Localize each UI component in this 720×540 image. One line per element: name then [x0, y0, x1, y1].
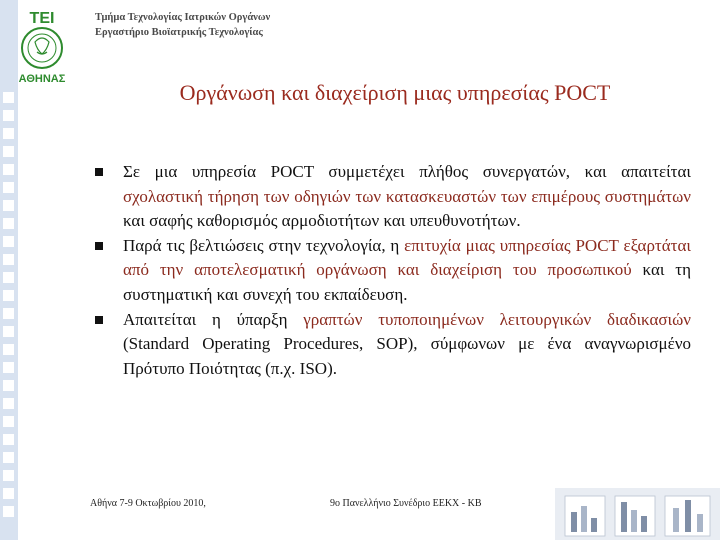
stripe-square	[3, 398, 14, 409]
bullet-text: Σε μια υπηρεσία POCT συμμετέχει πλήθος συνεργατών, και απαιτείται	[123, 162, 691, 181]
tei-athens-logo	[4, 6, 80, 86]
stripe-square	[3, 200, 14, 211]
stripe-square	[3, 272, 14, 283]
footer-date: Αθήνα 7-9 Οκτωβρίου 2010,	[90, 498, 206, 509]
stripe-square	[3, 182, 14, 193]
bullet-square-icon	[95, 242, 103, 250]
stripe-square	[3, 380, 14, 391]
logo-text-bottom: ΑΘΗΝΑΣ	[18, 73, 66, 85]
bullet-square-icon	[95, 168, 103, 176]
stripe-square	[3, 452, 14, 463]
bullet-square-icon	[95, 316, 103, 324]
stripe-square	[3, 128, 14, 139]
stripe-square	[3, 164, 14, 175]
lab-name: Εργαστήριο Βιοϊατρικής Τεχνολογίας	[95, 27, 263, 38]
bullet-highlight-text: επιτυχία μιας υπηρεσίας POCT εξαρτάται από την αποτελεσματική οργάνωση και διαχείριση του προσωπικού	[123, 235, 691, 280]
bullet-highlight-text: σχολαστική τήρηση των οδηγιών των κατασκευαστών των επιμέρους συστημάτων	[123, 186, 691, 206]
stripe-square	[3, 470, 14, 481]
slide-title: Οργάνωση και διαχείριση μιας υπηρεσίας POCT	[179, 80, 611, 105]
decorative-chart-image	[555, 488, 720, 540]
stripe-square	[3, 326, 14, 337]
bullet-text: και τη συστηματική και συνεχή του εκπαίδευση.	[123, 260, 692, 304]
department-name: Τμήμα Τεχνολογίας Ιατρικών Οργάνων	[95, 12, 271, 23]
bullet-item	[95, 160, 691, 234]
stripe-square	[3, 254, 14, 265]
bullet-item	[95, 308, 691, 382]
stripe-square	[3, 434, 14, 445]
bullet-list	[95, 160, 691, 381]
stripe-square	[3, 218, 14, 229]
stripe-square	[3, 290, 14, 301]
logo-text-top: ΤΕΙ	[29, 10, 55, 27]
bullet-highlight-text: γραπτών τυποποιημένων λειτουργικών διαδικασιών	[303, 309, 691, 329]
bullet-text: Απαιτείται η ύπαρξη	[123, 309, 304, 329]
stripe-square	[3, 110, 14, 121]
stripe-square	[3, 236, 14, 247]
bullet-text: και σαφής καθορισμός αρμοδιοτήτων και υπευθυνοτήτων.	[123, 211, 521, 231]
stripe-square	[3, 362, 14, 373]
footer-conference: 9ο Πανελλήνιο Συνέδριο ΕΕΚΧ - ΚΒ	[330, 498, 482, 509]
bullet-item	[95, 234, 691, 308]
stripe-square	[3, 344, 14, 355]
bullet-text: (Standard Operating Procedures, SOP), σύμφωνων με ένα αναγνωρισμένο Πρότυπο Ποιότητας (π.χ. ISO).	[123, 334, 691, 378]
bullet-text: Παρά τις βελτιώσεις στην τεχνολογία, η	[123, 235, 405, 255]
stripe-square	[3, 506, 14, 517]
stripe-square	[3, 308, 14, 319]
stripe-square	[3, 488, 14, 499]
stripe-square	[3, 416, 14, 427]
stripe-square	[3, 146, 14, 157]
